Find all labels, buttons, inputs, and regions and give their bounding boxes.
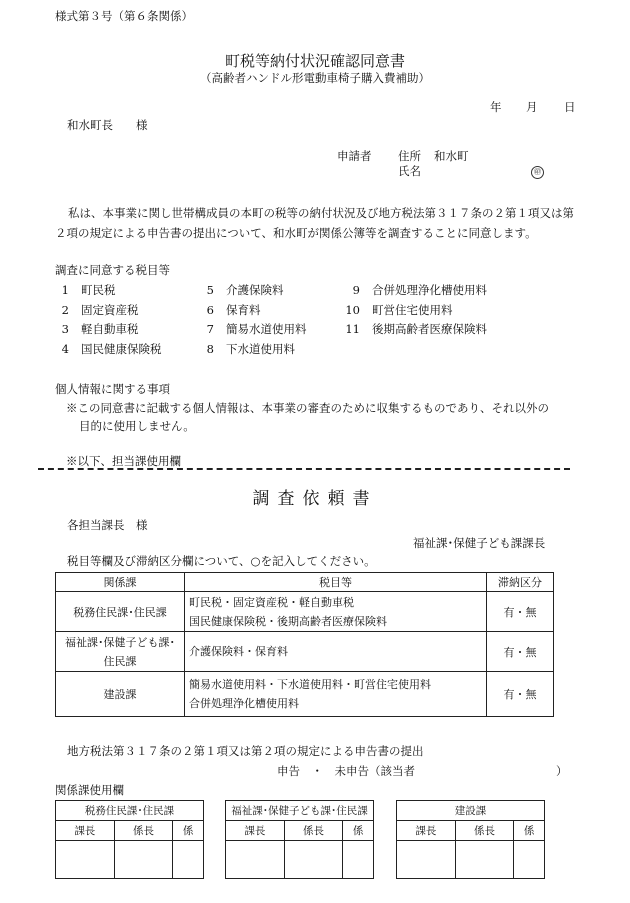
seal-mark (531, 163, 544, 179)
request-from: 福祉課･保健子ども課課長 (413, 536, 546, 550)
date-year: 年 (490, 100, 502, 114)
approval-box-title: 建設課 (397, 801, 545, 821)
approval-box-welfare (225, 800, 374, 879)
approval-box-title: 福祉課･保健子ども課･住民課 (226, 801, 374, 821)
tax-items-cell[interactable]: 町民税・固定資産税・軽自動車税 国民健康保険税・後期高齢者医療保険料 (185, 592, 487, 632)
stamp-cell[interactable] (56, 841, 115, 879)
approval-col-label: 係長 (114, 821, 173, 841)
address-value: 和水町 (434, 149, 469, 163)
approval-col-label: 課長 (226, 821, 285, 841)
name-label: 氏名 (398, 164, 421, 178)
approval-col-label: 係長 (284, 821, 343, 841)
privacy-heading: 個人情報に関する事項 (55, 382, 170, 396)
header-arrears: 滞納区分 (487, 573, 554, 592)
form-number: 様式第３号（第６条関係） (55, 9, 193, 23)
stamp-cell[interactable] (226, 841, 285, 879)
tax-item: 2 固定資産税 (61, 303, 139, 317)
stamp-cell[interactable] (284, 841, 343, 879)
tax-item: 10 町営住宅使用料 (345, 303, 453, 317)
tax-item: 3 軽自動車税 (61, 322, 139, 336)
seal-icon: ㊞ (531, 166, 544, 179)
tax-item: 5 介護保険料 (206, 283, 284, 297)
department-cell: 福祉課･保健子ども課･ 住民課 (56, 632, 185, 672)
tax-item: 7 簡易水道使用料 (206, 322, 307, 336)
tax-item: 4 国民健康保険税 (61, 342, 162, 356)
approval-col-label: 課長 (397, 821, 456, 841)
address-label: 住所 (398, 149, 421, 163)
declaration-options[interactable]: 申告 ・ 未申告（該当者 (277, 764, 415, 778)
staff-note: ※以下、担当課使用欄 (66, 454, 181, 468)
date-day: 日 (564, 100, 576, 114)
addressee: 和水町長 様 (67, 118, 148, 132)
date-month: 月 (526, 100, 538, 114)
approval-col-label: 係長 (455, 821, 514, 841)
table-row (56, 632, 554, 672)
approval-box-tax (55, 800, 204, 879)
tax-heading: 調査に同意する税目等 (55, 263, 170, 277)
department-cell: 建設課 (56, 672, 185, 717)
request-to: 各担当課長 様 (67, 518, 148, 532)
tax-item: 1 町民税 (61, 283, 116, 297)
table-header-row (56, 573, 554, 592)
table-row (56, 592, 554, 632)
declaration-close: ） (556, 764, 568, 778)
approval-col-label: 係 (514, 821, 545, 841)
approval-col-label: 課長 (56, 821, 115, 841)
table-row (56, 672, 554, 717)
applicant-label: 申請者 (337, 149, 372, 163)
approval-col-label: 係 (343, 821, 374, 841)
privacy-line-1: ※この同意書に記載する個人情報は、本事業の審査のために収集するものであり、それ以外の (66, 401, 549, 415)
tax-items-cell[interactable]: 簡易水道使用料・下水道使用料・町営住宅使用料 合併処理浄化槽使用料 (185, 672, 487, 717)
tax-item: 6 保育料 (206, 303, 261, 317)
tax-item: 8 下水道使用料 (206, 342, 295, 356)
consent-text: 私は、本事業に関し世帯構成員の本町の税等の納付状況及び地方税法第３１７条の２第１項又は第２項の規定による申告書の提出について、和水町が関係公簿等を調査することに同意します。 (55, 206, 574, 240)
stamp-cell[interactable] (114, 841, 173, 879)
stamp-cell[interactable] (455, 841, 514, 879)
request-instruction: 税目等欄及び滞納区分欄について、○を記入してください。 (67, 554, 376, 568)
tax-items-cell[interactable]: 介護保険料・保育料 (185, 632, 487, 672)
arrears-status-cell[interactable]: 有・無 (487, 592, 554, 632)
header-department: 関係課 (56, 573, 185, 592)
arrears-status-cell[interactable]: 有・無 (487, 672, 554, 717)
document-subtitle: （高齢者ハンドル形電動車椅子購入費補助） (200, 71, 430, 85)
document-title: 町税等納付状況確認同意書 (224, 52, 405, 70)
request-title: 調査依頼書 (252, 489, 378, 509)
approval-col-label: 係 (173, 821, 204, 841)
arrears-status-cell[interactable]: 有・無 (487, 632, 554, 672)
stamp-cell[interactable] (173, 841, 204, 879)
tax-item: 11 後期高齢者医療保険料 (345, 322, 487, 336)
request-table (55, 572, 554, 717)
privacy-line-2: 目的に使用しません。 (79, 419, 195, 433)
header-tax-items: 税目等 (185, 573, 487, 592)
approval-box-construction (396, 800, 545, 879)
stamp-cell[interactable] (397, 841, 456, 879)
stamp-cell[interactable] (514, 841, 545, 879)
tax-item: 9 合併処理浄化槽使用料 (352, 283, 487, 297)
dept-use-label: 関係課使用欄 (55, 783, 124, 797)
approval-box-title: 税務住民課･住民課 (56, 801, 204, 821)
cut-line-divider (38, 468, 570, 470)
stamp-cell[interactable] (343, 841, 374, 879)
declaration-line: 地方税法第３１７条の２第１項又は第２項の規定による申告書の提出 (67, 744, 424, 758)
department-cell: 税務住民課･住民課 (56, 592, 185, 632)
